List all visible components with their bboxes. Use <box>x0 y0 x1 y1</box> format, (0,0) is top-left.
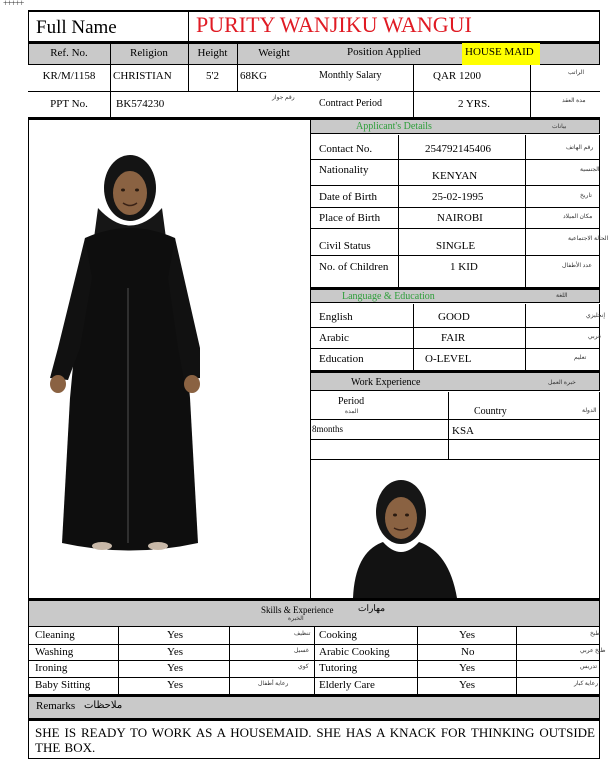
skills-title-arabic-sub: الخبرة <box>288 616 304 622</box>
language-title-arabic: اللغة <box>556 293 568 299</box>
english-arabic: إنجليزي <box>586 313 606 319</box>
skill-tutoring-label: Tutoring <box>319 662 358 674</box>
language-title: Language & Education <box>342 291 435 302</box>
remarks-label: Remarks <box>36 700 76 712</box>
dob-label: Date of Birth <box>319 191 378 203</box>
skill-cleaning-arabic: تنظيف <box>294 631 311 637</box>
arabic-arabic: عربي <box>588 334 602 340</box>
education-value: O-LEVEL <box>425 353 472 365</box>
contract-arabic: مدة العقد <box>562 98 586 104</box>
education-label: Education <box>319 353 364 365</box>
period-value: 8months <box>312 424 344 434</box>
full-name-value: PURITY WANJIKU WANGUI <box>196 12 472 37</box>
pob-label: Place of Birth <box>319 212 381 224</box>
skill-ironing-value: Yes <box>167 662 184 674</box>
work-experience-arabic: خبرة العمل <box>548 380 576 386</box>
full-name-label: Full Name <box>36 17 117 38</box>
applicant-details-arabic: بيانات <box>552 124 567 130</box>
position-label: Position Applied <box>347 46 421 58</box>
english-value: GOOD <box>438 311 470 323</box>
skill-elderly-care-arabic: رعاية كبار <box>574 681 599 687</box>
ppt-value: BK574230 <box>116 98 165 110</box>
skill-cleaning-value: Yes <box>167 629 184 641</box>
height-header: Height <box>197 47 228 59</box>
contact-value: 254792145406 <box>425 143 491 155</box>
country-value: KSA <box>452 425 475 437</box>
contract-label: Contract Period <box>319 98 383 109</box>
civil-status-arabic: الحالة الاجتماعية <box>568 236 609 242</box>
position-value: HOUSE MAID <box>465 46 534 58</box>
skill-tutoring-arabic: تدريس <box>580 664 598 670</box>
civil-status-value: SINGLE <box>436 240 476 252</box>
pob-value: NAIROBI <box>437 212 483 224</box>
applicant-details-title: Applicant's Details <box>356 121 432 132</box>
ppt-arabic: رقم جواز <box>272 95 295 101</box>
nationality-value: KENYAN <box>432 170 478 182</box>
skill-ironing-label: Ironing <box>35 662 68 674</box>
ref-no-header: Ref. No. <box>50 47 88 59</box>
country-arabic: الدولة <box>582 408 597 414</box>
skill-cooking-value: Yes <box>459 629 476 641</box>
nationality-label: Nationality <box>319 164 369 176</box>
skill-babysitting-value: Yes <box>167 679 184 691</box>
skill-babysitting-label: Baby Sitting <box>35 679 91 691</box>
skill-washing-value: Yes <box>167 646 184 658</box>
children-label: No. of Children <box>319 261 389 273</box>
salary-value: QAR 1200 <box>433 70 481 82</box>
skill-elderly-care-label: Elderly Care <box>319 679 375 691</box>
weight-value: 68KG <box>240 70 267 82</box>
contact-label: Contact No. <box>319 143 373 155</box>
contract-value: 2 YRS. <box>458 98 490 110</box>
skill-ironing-arabic: كوي <box>298 664 309 670</box>
header-marks: +++++ <box>3 0 24 8</box>
arabic-value: FAIR <box>441 332 466 344</box>
skills-title: Skills & Experience <box>261 605 334 615</box>
arabic-label: Arabic <box>319 332 349 344</box>
height-value: 5'2 <box>206 70 219 82</box>
skill-elderly-care-value: Yes <box>459 679 476 691</box>
ref-no-value: KR/M/1158 <box>42 70 96 82</box>
skill-cleaning-label: Cleaning <box>35 629 75 641</box>
nationality-arabic: الجنسية <box>580 167 600 173</box>
ppt-label: PPT No. <box>50 98 88 110</box>
skill-arabic-cooking-arabic: طبخ عربي <box>580 648 606 654</box>
salary-label: Monthly Salary <box>319 70 382 81</box>
remarks-label-arabic: ملاحظات <box>84 700 123 711</box>
religion-header: Religion <box>130 47 168 59</box>
skill-cooking-arabic: طبخ <box>590 631 601 637</box>
weight-header: Weight <box>258 47 290 59</box>
pob-arabic: مكان الميلاد <box>563 214 593 220</box>
skill-arabic-cooking-label: Arabic Cooking <box>319 646 390 658</box>
english-label: English <box>319 311 353 323</box>
children-value: 1 KID <box>450 261 478 273</box>
work-experience-title: Work Experience <box>351 377 421 388</box>
dob-value: 25-02-1995 <box>432 191 484 203</box>
skill-arabic-cooking-value: No <box>461 646 475 658</box>
remarks-text: SHE IS READY TO WORK AS A HOUSEMAID. SHE HAS A KNACK FOR THINKING OUTSIDE THE BOX. <box>35 725 595 755</box>
skill-washing-arabic: غسيل <box>294 648 309 654</box>
civil-status-label: Civil Status <box>319 240 371 252</box>
skills-title-arabic: مهارات <box>358 603 386 613</box>
skill-babysitting-arabic: رعاية أطفال <box>258 681 289 687</box>
portrait-photo <box>333 472 461 598</box>
period-label: Period <box>338 396 365 407</box>
religion-value: CHRISTIAN <box>113 70 172 82</box>
skill-tutoring-value: Yes <box>459 662 476 674</box>
children-arabic: عدد الأطفال <box>562 263 592 269</box>
period-arabic: المدة <box>345 409 359 415</box>
skill-cooking-label: Cooking <box>319 629 357 641</box>
dob-arabic: تاريخ <box>580 193 592 199</box>
skill-washing-label: Washing <box>35 646 74 658</box>
salary-arabic: الراتب <box>568 70 585 76</box>
education-arabic: تعليم <box>574 355 587 361</box>
full-body-photo <box>40 148 210 568</box>
contact-arabic: رقم الهاتف <box>566 145 594 151</box>
country-label: Country <box>474 406 507 417</box>
